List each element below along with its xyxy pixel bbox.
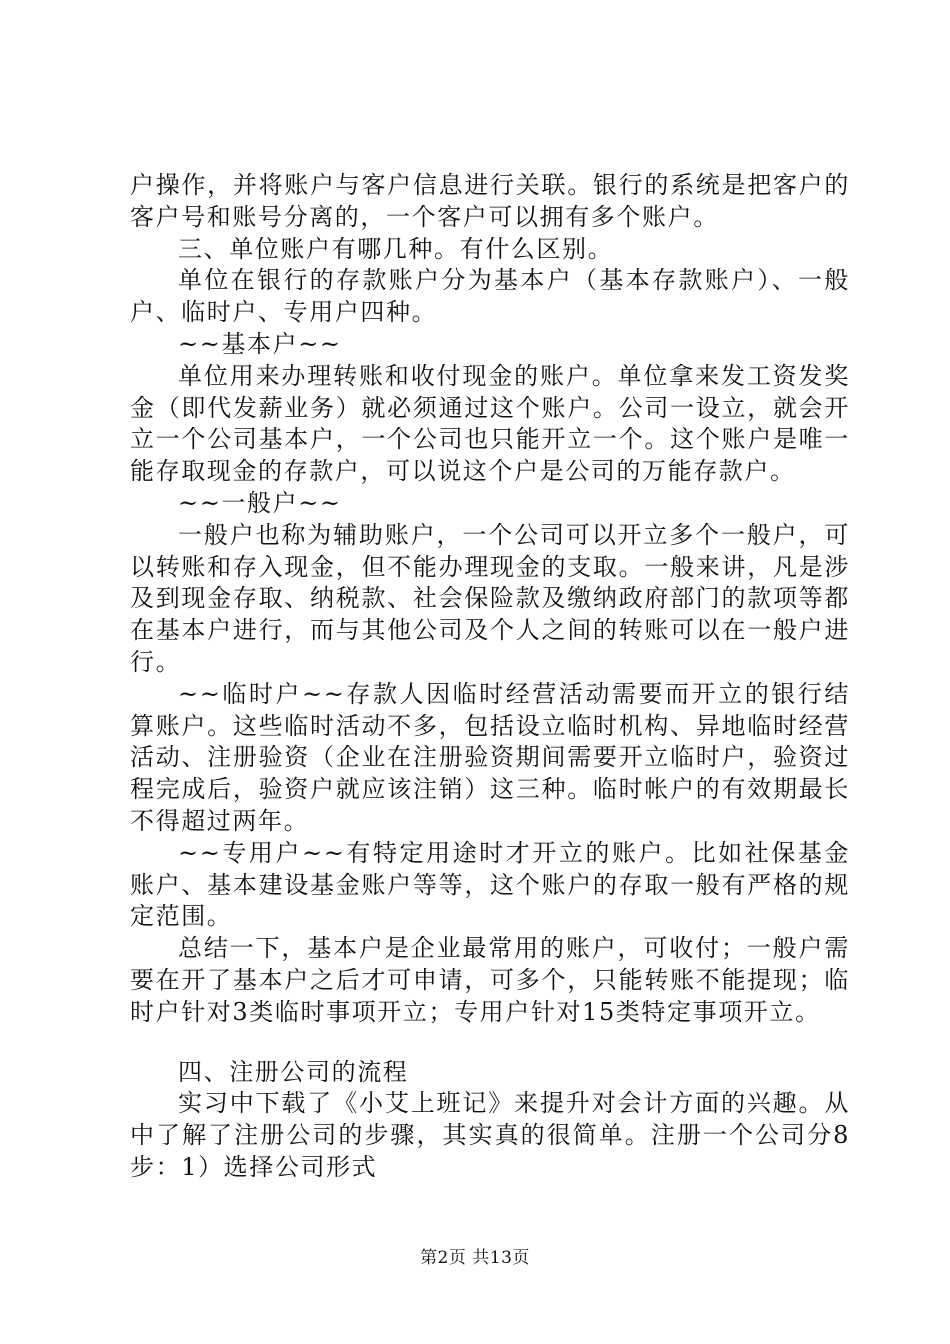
paragraph-temporary-account: ~~临时户~~存款人因临时经营活动需要而开立的银行结算账户。这些临时活动不多，包括设立临时机构、异地临时经营活动、注册验资（企业在注册验资期间需要开立临时户，验资过程完成后，验资户就应该注销）这三种。临时帐户的有效期最长不得超过两年。	[130, 679, 850, 835]
paragraph-basic-account: 单位用来办理转账和收付现金的账户。单位拿来发工资发奖金（即代发薪业务）就必须通过这个账户。公司一设立，就会开立一个公司基本户，一个公司也只能开立一个。这个账户是唯一能存取现金的存款户，可以说这个户是公司的万能存款户。	[130, 361, 850, 486]
paragraph-continued: 户操作，并将账户与客户信息进行关联。银行的系统是把客户的客户号和账号分离的，一个客户可以拥有多个账户。	[130, 171, 850, 231]
subheading-basic-account: ~~基本户~~	[178, 329, 342, 358]
subheading-general-account: ~~一般户~~	[178, 488, 342, 517]
paragraph-summary: 总结一下，基本户是企业最常用的账户，可收付；一般户需要在开了基本户之后才可申请，可多个，只能转账不能提现；临时户针对3类临时事项开立；专用户针对15类特定事项开立。	[130, 934, 850, 1026]
paragraph-registration: 实习中下载了《小艾上班记》来提升对会计方面的兴趣。从中了解了注册公司的步骤，其实真的很简单。注册一个公司分8步：1）选择公司形式	[130, 1089, 850, 1181]
page-footer: 第2页 共13页	[420, 1248, 530, 1268]
section-heading-account-types: 三、单位账户有哪几种。有什么区别。	[178, 234, 614, 263]
paragraph-account-overview: 单位在银行的存款账户分为基本户（基本存款账户）、一般户、临时户、专用户四种。	[130, 266, 850, 327]
document-body	[130, 170, 850, 1184]
paragraph-general-account: 一般户也称为辅助账户，一个公司可以开立多个一般户，可以转账和存入现金，但不能办理现金的支取。一般来讲，凡是涉及到现金存取、纳税款、社会保险款及缴纳政府部门的款项等都在基本户进行，而与其他公司及个人之间的转账可以在一般户进行。	[130, 520, 850, 676]
paragraph-spacer	[130, 1029, 850, 1057]
paragraph-special-account: ~~专用户~~有特定用途时才开立的账户。比如社保基金账户、基本建设基金账户等等，这个账户的存取一般有严格的规定范围。	[130, 838, 850, 931]
section-heading-registration: 四、注册公司的流程	[178, 1057, 409, 1086]
